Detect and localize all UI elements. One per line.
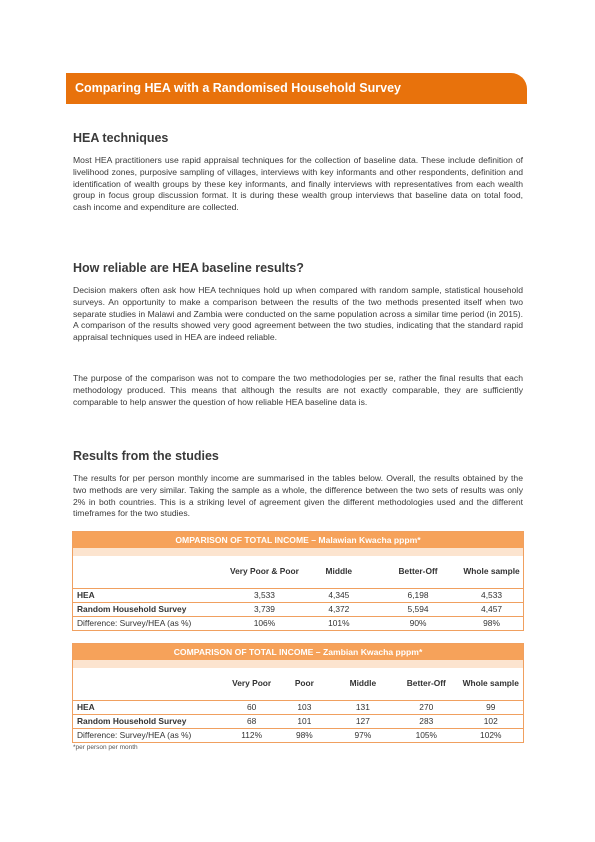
footnote: *per person per month [73,744,138,751]
table-header-cell: Whole sample [463,566,520,577]
table-row [73,588,523,602]
table-cell: 3,533 [227,588,301,602]
table-row [73,700,523,714]
table-header-cell: Middle [325,566,353,577]
table-cell: 102 [458,714,523,728]
table-malawi-band [73,548,523,556]
table-cell: 4,372 [302,602,376,616]
table-cell: 131 [332,700,394,714]
heading-reliability: How reliable are HEA baseline results? [73,261,304,275]
table-zambia-title: COMPARISON OF TOTAL INCOME – Zambian Kwacha pppm* [73,644,523,660]
table-cell: 102% [458,728,523,742]
heading-results: Results from the studies [73,449,219,463]
table-cell: 4,345 [302,588,376,602]
table-cell: 283 [394,714,458,728]
table-header-cell: Whole sample [462,678,519,689]
table-cell: 4,533 [460,588,523,602]
table-cell: 105% [394,728,458,742]
table-cell: 101% [302,616,376,630]
table-cell: 112% [226,728,277,742]
table-row [73,728,523,742]
table-row [73,616,523,630]
row-label: HEA [73,588,227,602]
paragraph-reliability-1: Decision makers often ask how HEA techniques hold up when compared with random sample, statistical household surveys. An opportunity to make a comparison between the results of the two methods presented itself when two separate studies in Malawi and Zambia were conducted on the same population across a similar time period (in 2015). A comparison of the results showed very good agreement between the two studies, indicating that the standard rapid appraisal techniques used in HEA are indeed reliable. [73,285,523,343]
table-cell: 101 [277,714,332,728]
table-header-cell [73,556,227,588]
table-malawi [72,531,524,631]
table-malawi-title: OMPARISON OF TOTAL INCOME – Malawian Kwacha pppm* [73,532,523,548]
table-header-cell: Middle [349,678,377,689]
table-cell: 99 [458,700,523,714]
table-cell: 270 [394,700,458,714]
table-cell: 98% [460,616,523,630]
table-header-cell: Poor [294,678,314,689]
row-label: Difference: Survey/HEA (as %) [73,616,227,630]
row-label: HEA [73,700,226,714]
table-cell: 97% [332,728,394,742]
table-cell: 103 [277,700,332,714]
section-banner [66,73,527,104]
row-label: Difference: Survey/HEA (as %) [73,728,226,742]
table-cell: 3,739 [227,602,301,616]
table-cell: 5,594 [376,602,460,616]
table-zambia [72,643,524,743]
table-header-cell [73,668,226,700]
paragraph-hea-techniques: Most HEA practitioners use rapid appraisal techniques for the collection of baseline data. These include definition of livelihood zones, purposive sampling of villages, interviews with key informants and other respondents, definition and identification of wealth groups by these key informants, and finally interviews with representatives from each wealth group in focus group discussion format. It is during these wealth group interviews that baseline data on total food, cash income and expenditure are collected. [73,155,523,213]
paragraph-reliability-2: The purpose of the comparison was not to compare the two methodologies per se, rather the final results that each methodology produced. This means that although the results are not exactly comparable, they are sufficiently comparable to help answer the question of how reliable HEA baseline data is. [73,373,523,407]
table-header-cell: Very Poor & Poor [230,566,299,577]
table-header-cell: Very Poor [232,678,272,689]
table-cell: 60 [226,700,277,714]
row-label: Random Household Survey [73,602,227,616]
table-row [73,714,523,728]
table-cell: 98% [277,728,332,742]
table-header-cell: Better-Off [406,678,446,689]
table-cell: 90% [376,616,460,630]
table-cell: 4,457 [460,602,523,616]
table-header-cell: Better-Off [398,566,438,577]
page-title: Comparing HEA with a Randomised Household Survey [75,81,401,95]
heading-hea-techniques: HEA techniques [73,131,169,145]
table-zambia-band [73,660,523,668]
table-header-row [73,556,523,588]
table-header-row [73,668,523,700]
table-cell: 127 [332,714,394,728]
table-cell: 6,198 [376,588,460,602]
row-label: Random Household Survey [73,714,226,728]
paragraph-results: The results for per person monthly income are summarised in the tables below. Overall, the results obtained by the two methods are very similar. Taking the sample as a whole, the difference between the two sets of results was only 2% in both countries. This is a striking level of agreement given the different methodologies used and the different timeframes for the two studies. [73,473,523,519]
table-cell: 106% [227,616,301,630]
table-row [73,602,523,616]
table-cell: 68 [226,714,277,728]
